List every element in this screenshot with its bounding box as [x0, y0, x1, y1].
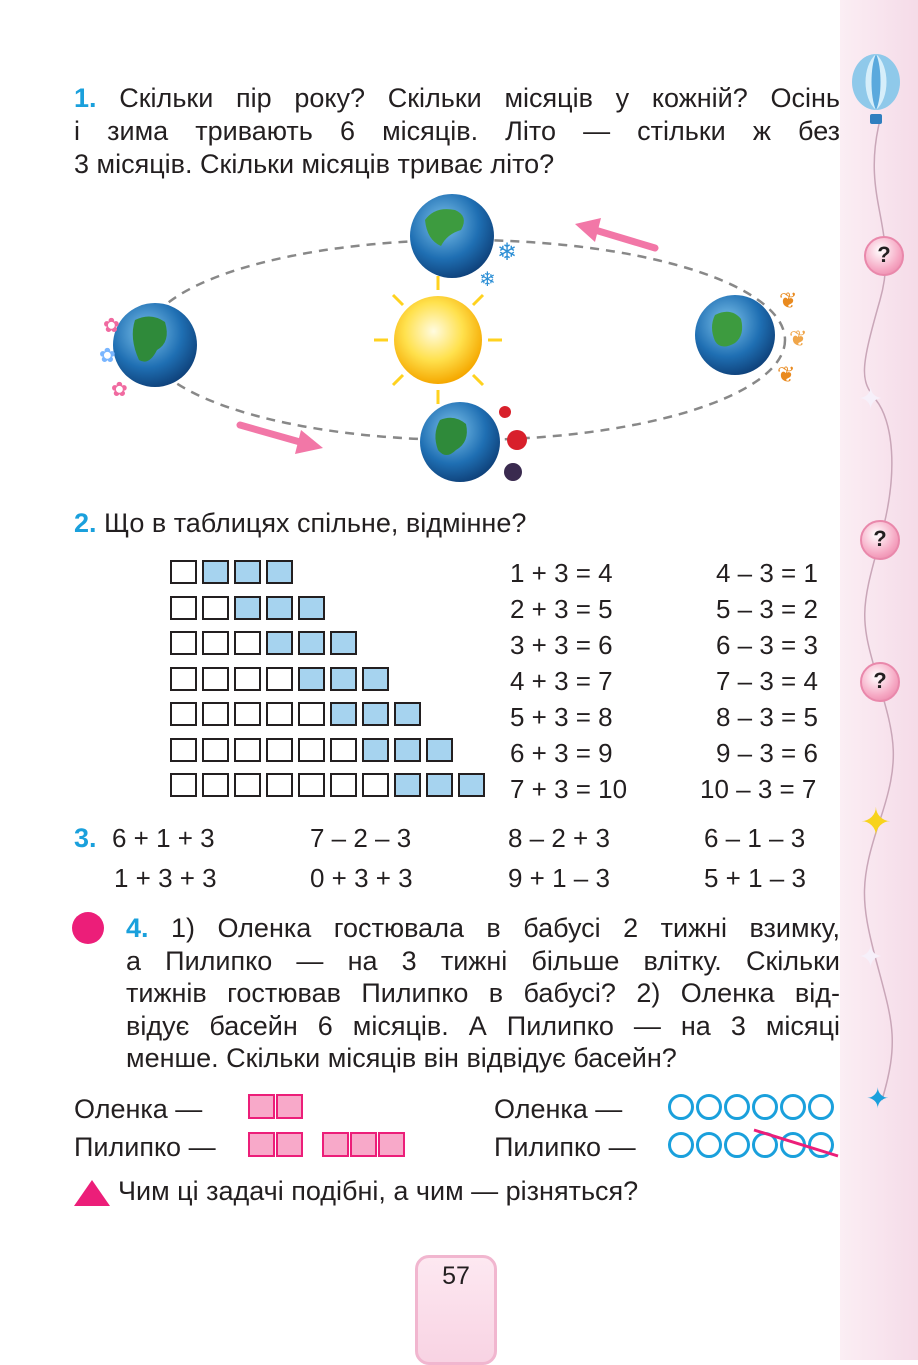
white-square — [170, 738, 197, 762]
white-square — [234, 738, 261, 762]
month-circle — [668, 1132, 694, 1158]
white-square — [234, 702, 261, 726]
equation-add: 4 + 3 = 7 — [510, 666, 613, 696]
blue-square — [426, 738, 453, 762]
blue-square — [330, 702, 357, 726]
equation-sub: 6 – 3 = 3 — [716, 630, 818, 660]
white-square — [298, 738, 325, 762]
week-block — [378, 1132, 405, 1157]
crossed-out-line-icon — [750, 1126, 842, 1162]
white-square — [202, 667, 229, 691]
month-circle — [724, 1094, 750, 1120]
earth-summer-icon — [420, 402, 527, 482]
earth-autumn-icon — [695, 288, 807, 387]
white-square — [202, 702, 229, 726]
blue-square — [394, 738, 421, 762]
equation-sub: 8 – 3 = 5 — [716, 702, 818, 732]
sun-icon — [374, 276, 502, 404]
equation-sub: 4 – 3 = 1 — [716, 558, 818, 588]
month-circle — [752, 1094, 778, 1120]
white-square — [202, 631, 229, 655]
svg-text:❦: ❦ — [789, 326, 808, 351]
white-square — [170, 773, 197, 797]
white-square — [234, 631, 261, 655]
equation-sub: 9 – 3 = 6 — [716, 738, 818, 768]
equation-add: 1 + 3 = 4 — [510, 558, 613, 588]
month-circle — [724, 1132, 750, 1158]
expression: 7 – 2 – 3 — [310, 823, 412, 853]
white-square — [170, 702, 197, 726]
exercise-number: 1. — [74, 83, 97, 113]
svg-text:✿: ✿ — [111, 379, 128, 401]
expression: 1 + 3 + 3 — [114, 863, 217, 893]
question-mark-icon: ? — [860, 520, 900, 560]
month-circle — [668, 1094, 694, 1120]
white-square — [234, 667, 261, 691]
question-mark-icon: ? — [860, 662, 900, 702]
month-circle — [808, 1094, 834, 1120]
white-square — [170, 596, 197, 620]
white-square — [170, 631, 197, 655]
exercise-number: 4. — [126, 913, 149, 943]
blue-square — [298, 667, 325, 691]
month-circle — [696, 1094, 722, 1120]
expression: 9 + 1 – 3 — [508, 863, 610, 893]
expression: 6 – 1 – 3 — [704, 823, 806, 853]
week-block — [248, 1132, 275, 1157]
white-square — [234, 773, 261, 797]
white-square — [170, 667, 197, 691]
seasons-orbit-illustration — [95, 190, 835, 490]
expression: 0 + 3 + 3 — [310, 863, 413, 893]
earth-winter-icon — [410, 194, 517, 291]
blue-square — [458, 773, 485, 797]
blue-square — [394, 702, 421, 726]
exercise-4-text: 4. 1) Оленка гостювала в бабусі 2 тижні взимку, а Пилипко — на 3 тижні більше влітку. Скільки тижнів гостював Пилипко в бабусі? 2) Оленка від- відує басейн 6 місяців. А Пилипко — на 3 місяці менше. Скільки місяців він відвідує басейн? — [126, 913, 840, 1073]
equation-add: 7 + 3 = 10 — [510, 774, 628, 804]
white-square — [330, 738, 357, 762]
blue-square — [362, 702, 389, 726]
balloon-icon — [848, 52, 904, 132]
white-square — [330, 773, 357, 797]
week-block — [248, 1094, 275, 1119]
sparkle-icon: ✦ — [858, 383, 884, 416]
white-square — [362, 773, 389, 797]
difficulty-dot-icon — [72, 912, 104, 944]
svg-text:❦: ❦ — [777, 362, 796, 387]
expression: 5 + 1 – 3 — [704, 863, 806, 893]
sparkle-icon: ✦ — [860, 802, 892, 844]
blue-square — [234, 596, 261, 620]
blue-square — [330, 667, 357, 691]
week-block — [276, 1094, 303, 1119]
white-square — [202, 596, 229, 620]
white-square — [266, 738, 293, 762]
month-circle — [780, 1094, 806, 1120]
equation-add: 5 + 3 = 8 — [510, 702, 613, 732]
svg-text:❦: ❦ — [779, 288, 798, 313]
white-square — [298, 773, 325, 797]
blue-square — [266, 560, 293, 584]
blue-square — [298, 596, 325, 620]
olenka-label: Оленка — — [74, 1094, 203, 1124]
expression: 8 – 2 + 3 — [508, 823, 610, 853]
equation-sub: 5 – 3 = 2 — [716, 594, 818, 624]
blue-square — [330, 631, 357, 655]
white-square — [170, 560, 197, 584]
pylypko-label: Пилипко — — [494, 1132, 636, 1162]
month-circle — [696, 1132, 722, 1158]
week-block — [322, 1132, 349, 1157]
question-mark-icon: ? — [864, 236, 904, 276]
white-square — [298, 702, 325, 726]
white-square — [202, 773, 229, 797]
white-square — [266, 702, 293, 726]
exercise-number: 3. — [74, 823, 97, 853]
triangle-icon — [74, 1180, 110, 1206]
week-block — [276, 1132, 303, 1157]
equation-sub: 10 – 3 = 7 — [700, 774, 817, 804]
blue-square — [266, 631, 293, 655]
pylypko-label: Пилипко — — [74, 1132, 216, 1162]
white-square — [202, 738, 229, 762]
equation-add: 3 + 3 = 6 — [510, 630, 613, 660]
blue-square — [362, 738, 389, 762]
blue-square — [394, 773, 421, 797]
svg-text:✿: ✿ — [103, 315, 120, 337]
equation-add: 6 + 3 = 9 — [510, 738, 613, 768]
blue-square — [426, 773, 453, 797]
sparkle-icon: ✦ — [866, 1083, 890, 1114]
olenka-label: Оленка — — [494, 1094, 623, 1124]
sparkle-icon: ✦ — [858, 941, 884, 974]
blue-square — [362, 667, 389, 691]
page-number: 57 — [442, 1262, 470, 1290]
week-block — [350, 1132, 377, 1157]
blue-square — [298, 631, 325, 655]
svg-text:❄: ❄ — [497, 239, 518, 266]
svg-text:✿: ✿ — [99, 345, 116, 367]
orbit-arrow-icon — [240, 425, 323, 454]
blue-square — [234, 560, 261, 584]
equation-sub: 7 – 3 = 4 — [716, 666, 818, 696]
exercise-1-text: 1. Скільки пір року? Скільки місяців у кожній? Осінь і зима тривають 6 місяців. Літо — стільки ж без 3 місяців. Скільки місяців триває літо? — [74, 83, 840, 179]
exercise-2-title: 2. Що в таблицях спільне, відмінне? — [74, 508, 527, 538]
blue-square — [266, 596, 293, 620]
svg-text:❄: ❄ — [479, 269, 496, 291]
comparison-question: Чим ці задачі подібні, а чим — різняться? — [118, 1176, 639, 1206]
exercise-number: 2. — [74, 508, 97, 538]
blue-square — [202, 560, 229, 584]
orbit-arrow-icon — [575, 218, 655, 248]
white-square — [266, 773, 293, 797]
equation-add: 2 + 3 = 5 — [510, 594, 613, 624]
white-square — [266, 667, 293, 691]
expression: 6 + 1 + 3 — [112, 823, 215, 853]
